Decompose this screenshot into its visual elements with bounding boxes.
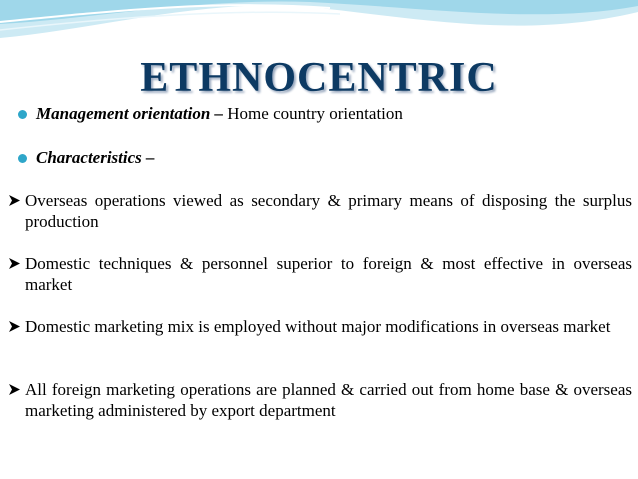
arrow-bullet-icon [8, 316, 25, 333]
list-item [8, 190, 632, 232]
list-item-text: Domestic techniques & personnel superior to foreign & most effective in overseas market [25, 254, 632, 294]
arrow-bullet-icon [8, 190, 25, 207]
slide-title: ETHNOCENTRIC [140, 55, 498, 101]
list-item-text: Domestic marketing mix is employed without major modifications in overseas market [25, 317, 611, 336]
bullet-label: Management orientation – [36, 104, 224, 123]
bullet-content [36, 104, 403, 124]
bullet-characteristics [18, 148, 155, 168]
bullet-label: Characteristics – [36, 148, 155, 167]
arrow-bullet-icon [8, 253, 25, 270]
bullet-management-orientation [18, 104, 403, 124]
arrow-bullet-icon [8, 379, 25, 396]
bullet-text: Home country orientation [223, 104, 403, 123]
list-item [8, 379, 632, 421]
bullet-content [36, 148, 155, 168]
list-item-text: All foreign marketing operations are planned & carried out from home base & overseas marketing administered by export department [25, 380, 632, 420]
list-item [8, 253, 632, 295]
bullet-dot-icon [18, 154, 27, 163]
list-item-text: Overseas operations viewed as secondary & primary means of disposing the surplus production [25, 191, 632, 231]
list-item [8, 316, 632, 337]
bullet-dot-icon [18, 110, 27, 119]
